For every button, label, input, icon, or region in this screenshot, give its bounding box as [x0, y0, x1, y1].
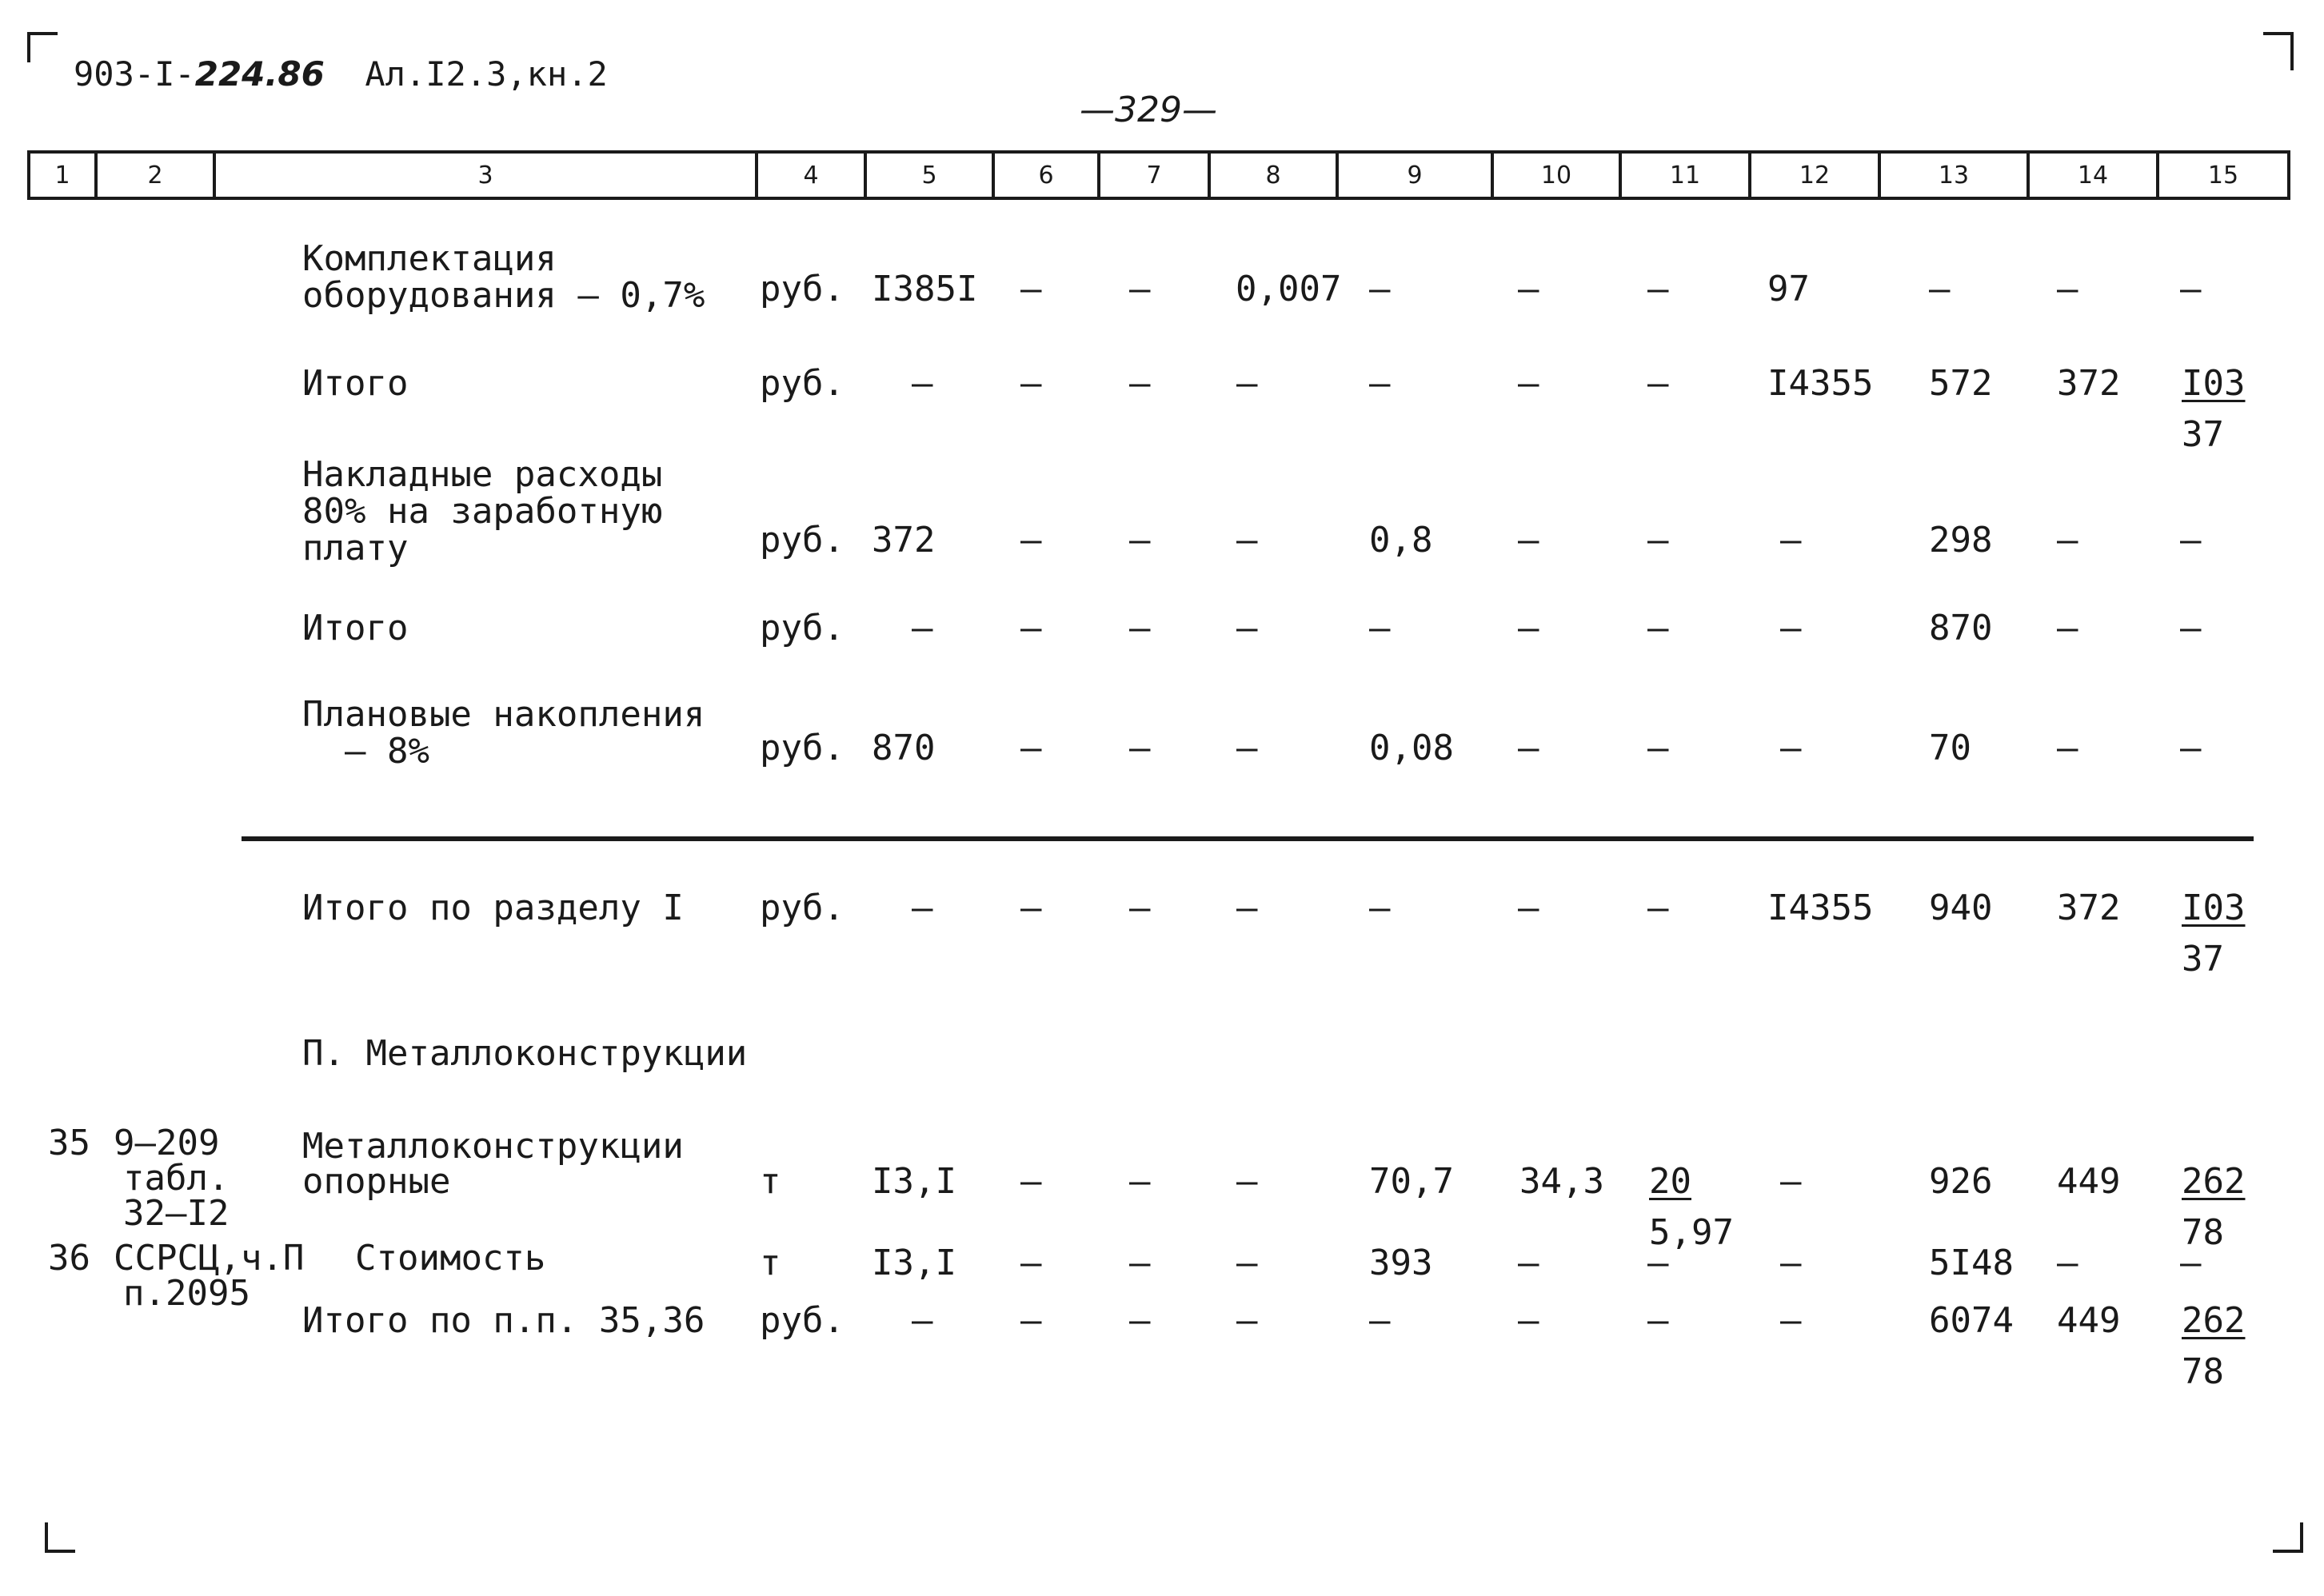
column-header-8: 8: [1208, 150, 1339, 200]
fraction-numerator-15: 262: [2182, 1300, 2246, 1341]
value-cell-10: –: [1518, 608, 1539, 648]
value-cell-12: –: [1780, 608, 1802, 648]
value-cell-7: –: [1129, 520, 1151, 561]
corner-mark-top-right: [2263, 32, 2294, 70]
value-cell-12: –: [1780, 520, 1802, 561]
value-cell-15: –: [2180, 608, 2202, 648]
value-cell-5: –: [912, 888, 933, 928]
value-cell-13: –: [1929, 269, 1951, 309]
value-cell-6: –: [1020, 520, 1042, 561]
column-header-5: 5: [864, 150, 995, 200]
row-description-line: Итого по разделу I: [302, 888, 684, 928]
column-header-14: 14: [2027, 150, 2159, 200]
value-cell-7: –: [1129, 728, 1151, 768]
album-reference: Ал.I2.3,кн.2: [365, 54, 608, 94]
value-cell-5: –: [912, 1300, 933, 1341]
unit-cell: руб.: [760, 269, 845, 309]
row-description-line: Итого по п.п. 35,36: [302, 1300, 705, 1341]
row-description-line: Итого: [302, 608, 409, 648]
fraction-numerator-11: 20: [1649, 1161, 1691, 1202]
value-cell-6: –: [1020, 269, 1042, 309]
value-cell-7: –: [1129, 269, 1151, 309]
value-cell-9: –: [1369, 363, 1391, 404]
document-code-number: 224.86: [194, 54, 325, 94]
value-cell-5: –: [912, 363, 933, 404]
value-cell-8: –: [1236, 728, 1258, 768]
value-cell-8: –: [1236, 608, 1258, 648]
value-cell-8: –: [1236, 1300, 1258, 1341]
corner-mark-bottom-left: [45, 1522, 75, 1553]
reference-line: табл.: [123, 1158, 230, 1199]
row-description-line: оборудования – 0,7%: [302, 275, 705, 316]
row-description-line: Итого: [302, 363, 409, 404]
value-cell-7: –: [1129, 363, 1151, 404]
fraction-denominator-15: 78: [2182, 1351, 2224, 1392]
value-cell-11: –: [1647, 1243, 1669, 1283]
value-cell-13: 572: [1929, 363, 1993, 404]
value-cell-5: –: [912, 608, 933, 648]
value-cell-12: –: [1780, 1300, 1802, 1341]
value-cell-5: I385I: [872, 269, 978, 309]
value-cell-14: –: [2057, 520, 2078, 561]
value-cell-5: I3,I: [872, 1161, 956, 1202]
value-cell-5: 372: [872, 520, 936, 561]
unit-cell: руб.: [760, 1300, 845, 1341]
value-cell-5: 870: [872, 728, 936, 768]
value-cell-12: –: [1780, 1161, 1802, 1202]
value-cell-11: –: [1647, 1300, 1669, 1341]
column-header-row: [30, 150, 2290, 200]
value-cell-8: 0,007: [1236, 269, 1342, 309]
value-cell-13: 6074: [1929, 1300, 2014, 1341]
value-cell-13: 870: [1929, 608, 1993, 648]
column-header-9: 9: [1336, 150, 1494, 200]
document-code-prefix: 903-I-: [74, 54, 195, 94]
value-cell-13: 70: [1929, 728, 1971, 768]
value-cell-8: –: [1236, 363, 1258, 404]
value-cell-10: –: [1518, 363, 1539, 404]
value-cell-12: –: [1780, 1243, 1802, 1283]
value-cell-12: I4355: [1767, 363, 1874, 404]
value-cell-13: 5I48: [1929, 1243, 2014, 1283]
value-cell-10: 34,3: [1519, 1161, 1604, 1202]
value-cell-8: –: [1236, 520, 1258, 561]
corner-mark-top-left: [27, 32, 58, 62]
row-description-line: Комплектация: [302, 238, 557, 279]
value-cell-12: –: [1780, 728, 1802, 768]
value-cell-14: 372: [2057, 363, 2121, 404]
value-cell-10: –: [1518, 1300, 1539, 1341]
row-description-line: Плановые накопления: [302, 694, 705, 735]
value-cell-14: 372: [2057, 888, 2121, 928]
value-cell-14: –: [2057, 269, 2078, 309]
row-number: 35: [48, 1123, 90, 1163]
value-cell-14: –: [2057, 728, 2078, 768]
value-cell-15: –: [2180, 1243, 2202, 1283]
value-cell-8: –: [1236, 1243, 1258, 1283]
column-header-1: 1: [27, 150, 98, 200]
row-description-line: Стоимость: [355, 1238, 546, 1279]
row-description-line: Металлоконструкции: [302, 1126, 684, 1167]
value-cell-11: –: [1647, 728, 1669, 768]
value-cell-11: –: [1647, 363, 1669, 404]
value-cell-14: –: [2057, 608, 2078, 648]
page-number: —329—: [1080, 90, 1217, 130]
fraction-numerator-15: I03: [2182, 363, 2246, 404]
row-description-line: плату: [302, 528, 409, 569]
value-cell-6: –: [1020, 1300, 1042, 1341]
value-cell-7: –: [1129, 888, 1151, 928]
unit-cell: т: [760, 1161, 781, 1202]
value-cell-13: 926: [1929, 1161, 1993, 1202]
value-cell-7: –: [1129, 608, 1151, 648]
reference-line: ССРСЦ,ч.П: [114, 1238, 305, 1279]
value-cell-7: –: [1129, 1300, 1151, 1341]
corner-mark-bottom-right: [2273, 1522, 2303, 1553]
value-cell-10: –: [1518, 728, 1539, 768]
column-header-15: 15: [2156, 150, 2290, 200]
column-header-4: 4: [755, 150, 867, 200]
value-cell-7: –: [1129, 1161, 1151, 1202]
column-header-11: 11: [1619, 150, 1751, 200]
value-cell-9: –: [1369, 888, 1391, 928]
value-cell-9: 70,7: [1369, 1161, 1454, 1202]
reference-line: 9–209: [114, 1123, 220, 1163]
value-cell-5: I3,I: [872, 1243, 956, 1283]
row-description-line: опорные: [302, 1161, 451, 1202]
column-header-2: 2: [94, 150, 216, 200]
value-cell-6: –: [1020, 728, 1042, 768]
section-divider-line: [242, 836, 2254, 841]
fraction-denominator-11: 5,97: [1649, 1212, 1734, 1253]
value-cell-7: –: [1129, 1243, 1151, 1283]
fraction-numerator-15: 262: [2182, 1161, 2246, 1202]
value-cell-9: 0,08: [1369, 728, 1454, 768]
column-header-3: 3: [213, 150, 758, 200]
row-description-line: – 8%: [302, 731, 429, 772]
value-cell-9: –: [1369, 269, 1391, 309]
value-cell-13: 298: [1929, 520, 1993, 561]
value-cell-10: –: [1518, 888, 1539, 928]
reference-line: п.2095: [123, 1273, 250, 1314]
value-cell-6: –: [1020, 1161, 1042, 1202]
unit-cell: т: [760, 1243, 781, 1283]
column-header-6: 6: [992, 150, 1100, 200]
value-cell-11: –: [1647, 269, 1669, 309]
value-cell-14: –: [2057, 1243, 2078, 1283]
value-cell-9: 0,8: [1369, 520, 1433, 561]
column-header-10: 10: [1491, 150, 1622, 200]
value-cell-6: –: [1020, 363, 1042, 404]
document-code: [74, 54, 608, 94]
fraction-denominator-15: 78: [2182, 1212, 2224, 1253]
column-header-12: 12: [1748, 150, 1881, 200]
reference-line: 32–I2: [123, 1193, 230, 1234]
unit-cell: руб.: [760, 728, 845, 768]
value-cell-10: –: [1518, 520, 1539, 561]
value-cell-6: –: [1020, 888, 1042, 928]
value-cell-11: –: [1647, 520, 1669, 561]
unit-cell: руб.: [760, 520, 845, 561]
value-cell-11: –: [1647, 888, 1669, 928]
value-cell-15: –: [2180, 269, 2202, 309]
value-cell-14: 449: [2057, 1300, 2121, 1341]
value-cell-14: 449: [2057, 1161, 2121, 1202]
row-number: 36: [48, 1238, 90, 1279]
value-cell-6: –: [1020, 1243, 1042, 1283]
unit-cell: руб.: [760, 888, 845, 928]
value-cell-8: –: [1236, 1161, 1258, 1202]
value-cell-11: –: [1647, 608, 1669, 648]
value-cell-6: –: [1020, 608, 1042, 648]
value-cell-13: 940: [1929, 888, 1993, 928]
fraction-denominator-15: 37: [2182, 414, 2224, 455]
value-cell-9: 393: [1369, 1243, 1433, 1283]
unit-cell: руб.: [760, 363, 845, 404]
row-description-line: Накладные расходы: [302, 454, 663, 495]
fraction-denominator-15: 37: [2182, 939, 2224, 980]
value-cell-9: –: [1369, 608, 1391, 648]
value-cell-10: –: [1518, 269, 1539, 309]
value-cell-15: –: [2180, 728, 2202, 768]
column-header-7: 7: [1097, 150, 1211, 200]
column-header-13: 13: [1878, 150, 2030, 200]
unit-cell: руб.: [760, 608, 845, 648]
value-cell-12: 97: [1767, 269, 1810, 309]
value-cell-10: –: [1518, 1243, 1539, 1283]
row-description-line: 80% на заработную: [302, 491, 663, 532]
value-cell-15: –: [2180, 520, 2202, 561]
value-cell-12: I4355: [1767, 888, 1874, 928]
fraction-numerator-15: I03: [2182, 888, 2246, 928]
value-cell-9: –: [1369, 1300, 1391, 1341]
row-description-line: П. Металлоконструкции: [302, 1033, 748, 1074]
value-cell-8: –: [1236, 888, 1258, 928]
